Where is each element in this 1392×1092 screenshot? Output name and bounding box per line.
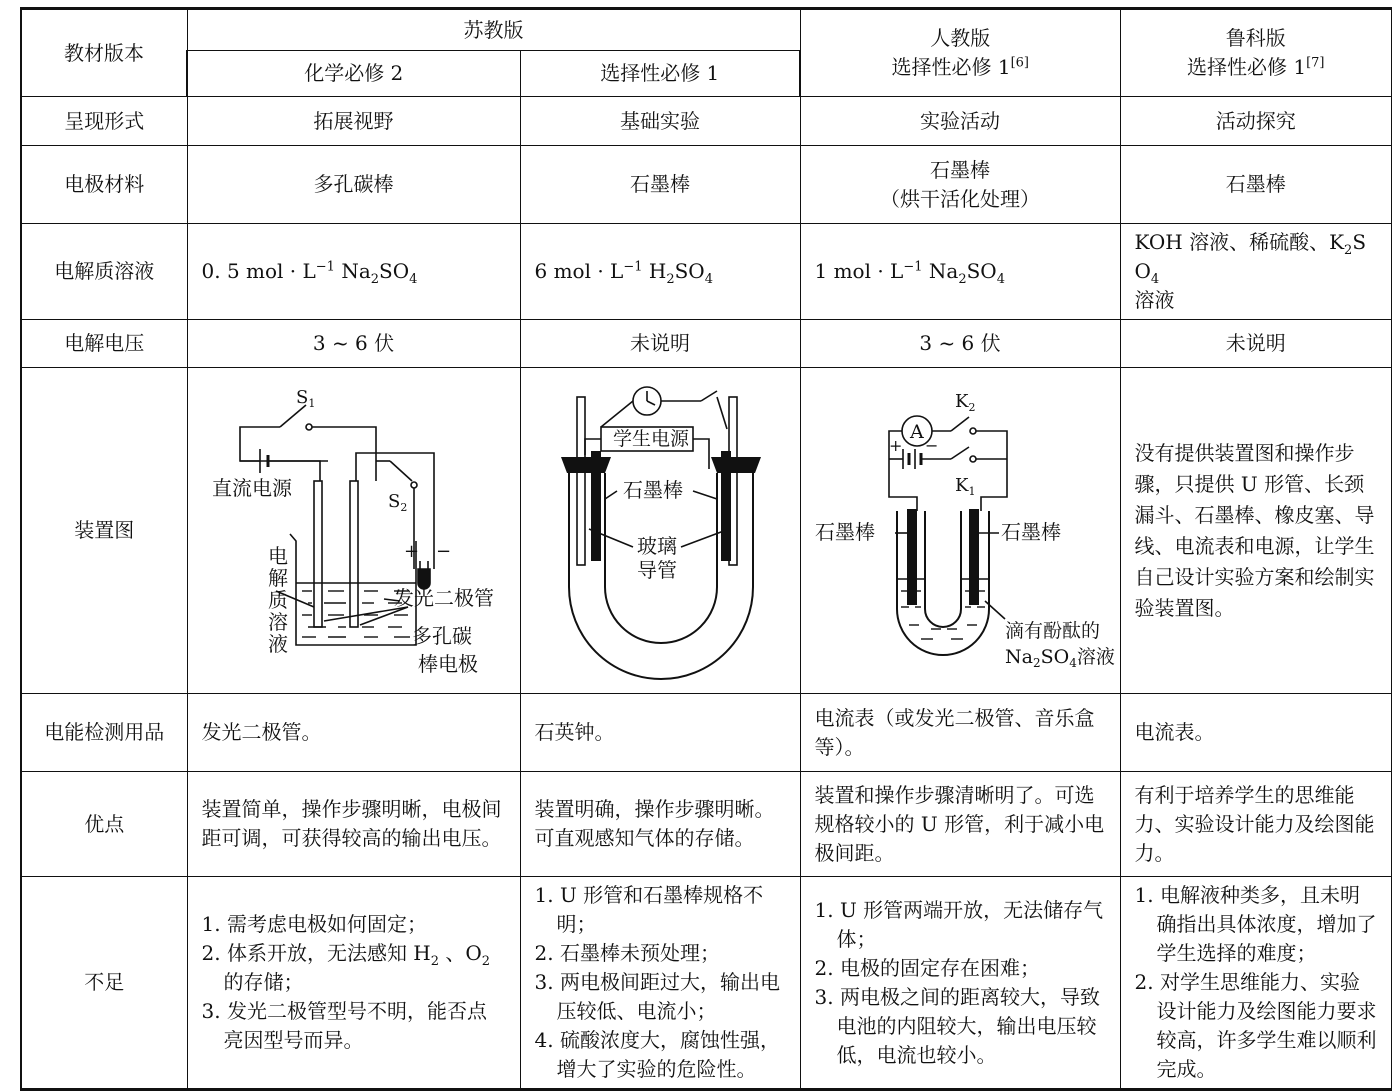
e2-s2: 4	[704, 272, 713, 287]
row-detection	[21, 694, 1392, 772]
u-tube-diagram	[521, 369, 801, 693]
e1-exp: −1	[315, 259, 335, 275]
advantages-c2: 装置明确，操作步骤明晰。可直观感知气体的存储。	[520, 772, 800, 877]
renjiao-book-text: 选择性必修 1	[891, 55, 1011, 79]
e1-s1: 2	[370, 272, 380, 287]
shortcomings-c2-list	[535, 881, 786, 1084]
electrolyte-char-0: 电	[267, 543, 288, 568]
led-label: 发光二极管	[393, 585, 494, 610]
electrolyte-c4	[1120, 224, 1392, 320]
electrode-c2: 石墨棒	[520, 146, 800, 224]
c1-2-s1: 2	[430, 954, 440, 969]
electrolyte-c3	[800, 224, 1120, 320]
detection-c4: 电流表。	[1120, 694, 1392, 772]
student-power-label: 学生电源	[612, 427, 689, 450]
shortcomings-c1	[187, 877, 520, 1090]
header-sujiao-book2	[520, 51, 800, 97]
battery-plus: +	[888, 435, 902, 455]
shortcomings-c1-item-2	[202, 939, 506, 997]
e4-s2: 4	[1150, 272, 1160, 287]
row-advantages	[21, 772, 1392, 877]
e2-mid: SO	[674, 259, 705, 283]
advantages-c4: 有利于培养学生的思维能力、实验设计能力及绘图能力。	[1120, 772, 1392, 877]
header-label	[21, 9, 187, 97]
row-apparatus	[21, 368, 1392, 694]
u-tube-ammeter-diagram	[801, 369, 1121, 693]
row-voltage	[21, 320, 1392, 368]
luke-ref: [7]	[1306, 55, 1325, 71]
electrolyte-char-2: 质	[267, 587, 288, 612]
apparatus-diagram-2	[520, 368, 800, 694]
row-electrode	[21, 146, 1392, 224]
shortcomings-c3	[800, 877, 1120, 1090]
form-c3: 实验活动	[800, 97, 1120, 146]
glass-tube-label-1: 玻璃	[636, 533, 677, 558]
header-renjiao	[800, 9, 1120, 97]
row-shortcomings	[21, 877, 1392, 1090]
header-sujiao	[187, 9, 800, 51]
voltage-c3: 3 ~ 6 伏	[800, 320, 1120, 368]
shortcomings-c1-item-3: 3. 发光二极管型号不明，能否点亮因型号而异。	[201, 999, 487, 1052]
voltage-c2: 未说明	[520, 320, 800, 368]
header-renjiao-text: 人教版	[930, 26, 991, 50]
shortcomings-c3-item-2: 2. 电极的固定存在困难；	[814, 955, 1040, 980]
c1-2-s2: 2	[481, 954, 491, 969]
shortcomings-c4	[1120, 877, 1392, 1090]
sujiao-book1-text: 化学必修 2	[304, 61, 404, 85]
form-c4: 活动探究	[1120, 97, 1392, 146]
e2-chem: H	[648, 259, 667, 283]
advantages-label: 优点	[21, 772, 187, 877]
e1-chem: Na	[341, 259, 371, 283]
led-plus: +	[403, 540, 419, 562]
electrolyte-char-4: 液	[267, 631, 288, 656]
e1-pre: 0. 5 mol · L	[201, 259, 316, 283]
renjiao-ref: [6]	[1010, 55, 1029, 71]
comparison-table	[20, 7, 1392, 1091]
apparatus-diagram-3	[800, 368, 1120, 694]
e3-chem: Na	[928, 259, 959, 283]
e4-post: 溶液	[1134, 288, 1175, 312]
graphite-rod-label: 石墨棒	[622, 477, 683, 502]
header-row-1	[21, 9, 1392, 51]
electrodes-label-2: 棒电极	[417, 651, 478, 676]
shortcomings-c1-item-1: 1. 需考虑电极如何固定；	[201, 912, 427, 936]
shortcomings-label: 不足	[21, 877, 187, 1090]
electrodes-label-1: 多孔碳	[411, 623, 472, 648]
form-c1: 拓展视野	[187, 97, 520, 146]
detection-c2: 石英钟。	[520, 694, 800, 772]
shortcomings-c2-item-1: 1. U 形管和石墨棒规格不明；	[534, 883, 764, 936]
row-electrolyte	[21, 224, 1392, 320]
k2-label: $K_2$	[954, 390, 975, 414]
e4-s1: 2	[1344, 243, 1353, 258]
header-luke-text: 鲁科版	[1225, 26, 1286, 50]
e3-exp: −1	[903, 259, 923, 275]
header-label-text: 教材版本	[64, 40, 144, 65]
c1-2-mid: 、O	[439, 941, 482, 965]
advantages-c3: 装置和操作步骤清晰明了。可选规格较小的 U 形管，利于减小电极间距。	[800, 772, 1120, 877]
electrode-c4: 石墨棒	[1120, 146, 1392, 224]
apparatus-label: 装置图	[21, 368, 187, 694]
electrode-c3-line2: （烘干活化处理）	[880, 186, 1040, 211]
e2-s1: 2	[666, 272, 675, 287]
s1-label: $S_1$	[295, 386, 315, 410]
voltage-c1: 3 ~ 6 伏	[187, 320, 520, 368]
apparatus-c4: 没有提供装置图和操作步骤，只提供 U 形管、长颈漏斗、石墨棒、橡皮塞、导线、电流表和电源，让学生自己设计实验方案和绘制实验装置图。	[1120, 368, 1392, 694]
battery-minus: −	[924, 435, 938, 455]
c1-2-pre: 2. 体系开放，无法感知 H	[201, 941, 431, 965]
electrode-label: 电极材料	[21, 146, 187, 224]
beaker-led-diagram	[188, 369, 521, 693]
ammeter-label: A	[909, 420, 924, 443]
header-luke-book	[1135, 53, 1378, 82]
e1-mid: SO	[379, 259, 410, 283]
shortcomings-c4-item-1: 1. 电解液种类多，且未明确指出具体浓度，增加了学生选择的难度；	[1134, 883, 1377, 965]
voltage-label: 电解电压	[21, 320, 187, 368]
power-label: 直流电源	[211, 475, 292, 500]
solution-label-2: $Na_2SO_4$溶液	[1004, 645, 1115, 670]
s2-label: $S_2$	[387, 490, 407, 514]
c1-2-post: 的存储；	[223, 970, 304, 994]
voltage-c4: 未说明	[1120, 320, 1392, 368]
header-luke	[1120, 9, 1392, 97]
detection-c3: 电流表（或发光二极管、音乐盒等）。	[800, 694, 1120, 772]
electrolyte-char-1: 解	[267, 565, 288, 590]
luke-book-text: 选择性必修 1	[1186, 55, 1307, 79]
shortcomings-c2-item-3: 3. 两电极间距过大，输出电压较低、电流小；	[534, 970, 780, 1023]
form-label: 呈现形式	[21, 97, 187, 146]
shortcomings-c2-item-2: 2. 石墨棒未预处理；	[534, 941, 720, 965]
apparatus-diagram-1	[187, 368, 520, 694]
e3-s1: 2	[958, 272, 967, 287]
shortcomings-c4-list	[1135, 881, 1378, 1084]
e2-pre: 6 mol · L	[534, 259, 624, 283]
shortcomings-c1-list	[202, 910, 506, 1055]
header-sujiao-text: 苏教版	[463, 17, 524, 42]
e2-exp: −1	[623, 259, 643, 275]
glass-tube-label-2: 导管	[636, 557, 677, 582]
detection-c1: 发光二极管。	[187, 694, 520, 772]
shortcomings-c2	[520, 877, 800, 1090]
electrolyte-label: 电解质溶液	[21, 224, 187, 320]
electrolyte-char-3: 溶	[267, 609, 288, 634]
rod-right-label: 石墨棒	[1000, 519, 1061, 544]
advantages-c1: 装置简单，操作步骤明晰，电极间距可调，可获得较高的输出电压。	[187, 772, 520, 877]
electrode-c3-line1: 石墨棒	[930, 157, 990, 182]
led-minus: −	[435, 540, 451, 562]
k1-label: $K_1$	[954, 474, 975, 498]
sujiao-book2-text: 选择性必修 1	[600, 61, 720, 85]
electrolyte-c2	[520, 224, 800, 320]
e3-pre: 1 mol · L	[814, 259, 904, 283]
e3-mid: SO	[966, 259, 997, 283]
e4-pre: KOH 溶液、稀硫酸、K	[1134, 230, 1345, 254]
electrode-c3	[800, 146, 1120, 224]
solution-label-1: 滴有酚酞的	[1004, 619, 1100, 642]
shortcomings-c3-item-1: 1. U 形管两端开放，无法储存气体；	[814, 897, 1104, 951]
shortcomings-c3-item-3: 3. 两电极之间的距离较大，导致电池的内阻较大，输出电压较低，电流也较小。	[814, 984, 1100, 1067]
form-c2: 基础实验	[520, 97, 800, 146]
row-form	[21, 97, 1392, 146]
rod-left-label: 石墨棒	[814, 519, 875, 544]
shortcomings-c3-list	[815, 896, 1106, 1070]
shortcomings-c4-item-2: 2. 对学生思维能力、实验设计能力及绘图能力要求较高，许多学生难以顺利完成。	[1134, 970, 1377, 1081]
shortcomings-c2-item-4: 4. 硫酸浓度大，腐蚀性强，增大了实验的危险性。	[534, 1028, 780, 1081]
detection-label: 电能检测用品	[21, 694, 187, 772]
electrode-c1: 多孔碳棒	[187, 146, 520, 224]
e4-mid: SO	[1134, 230, 1367, 283]
header-sujiao-book1	[187, 51, 520, 97]
electrolyte-c1	[187, 224, 520, 320]
e3-s2: 4	[996, 272, 1005, 287]
e1-s2: 4	[409, 272, 418, 287]
header-renjiao-book	[815, 53, 1106, 82]
